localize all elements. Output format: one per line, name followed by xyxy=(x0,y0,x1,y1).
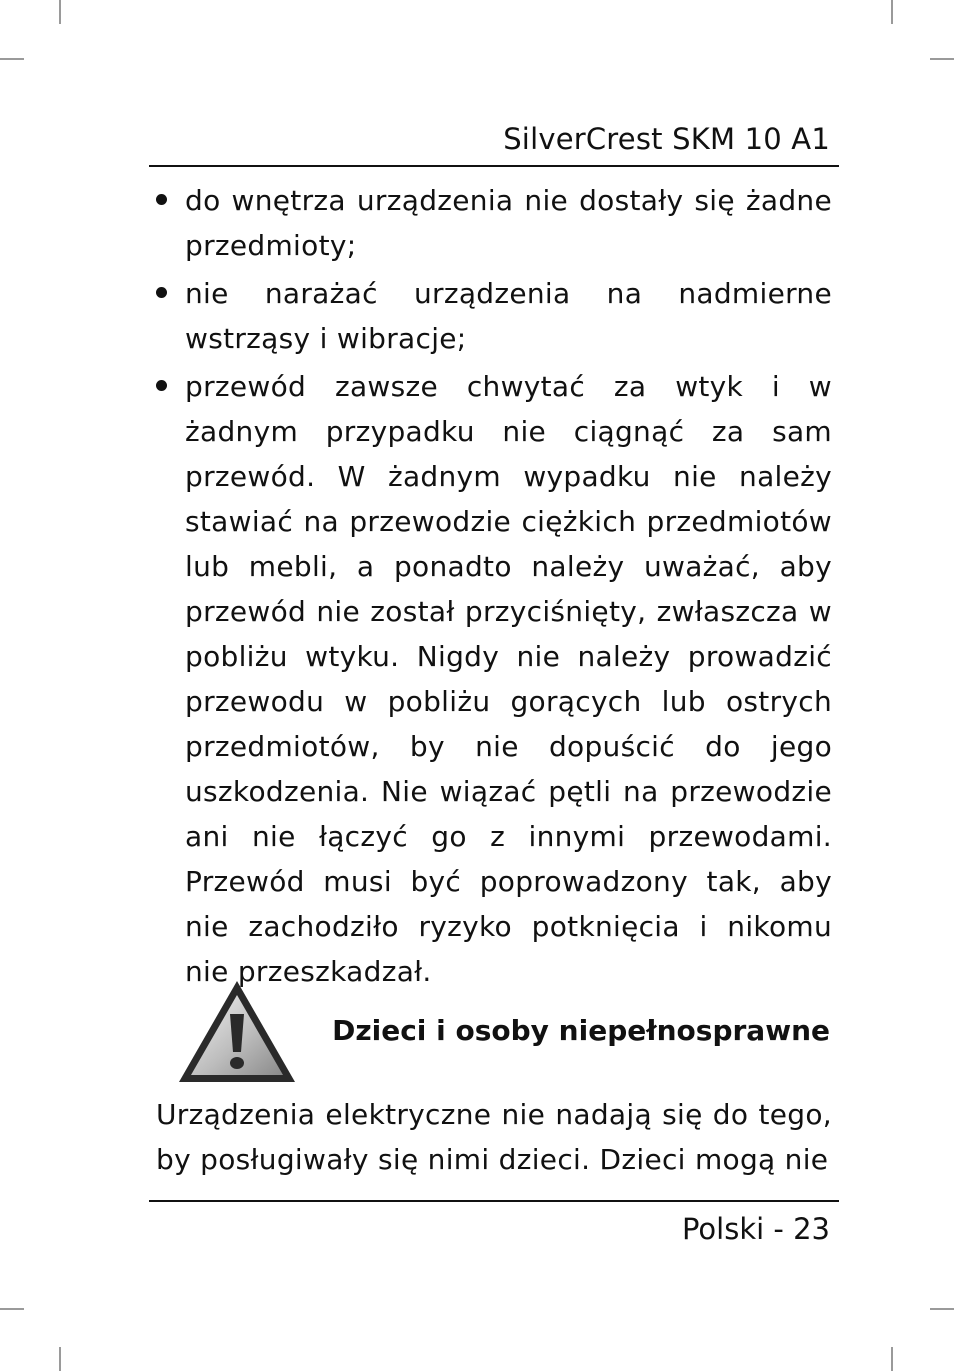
bullet-icon xyxy=(156,380,167,391)
list-item xyxy=(156,178,832,268)
bullet-icon xyxy=(156,194,167,205)
crop-mark-top-right xyxy=(891,0,893,24)
crop-mark-bottom-right xyxy=(891,1347,893,1371)
list-item xyxy=(156,364,832,994)
list-item-text: przewód zawsze chwytać za wtyk i w żadnym przypadku nie ciągnąć za sam przewód. W żadnym wypadku nie należy stawiać na przewodzie ciężkich przedmiotów lub mebli, a ponadto należy uważać, aby przewód nie został przyciśnięty, zwłaszcza w pobliżu wtyku. Nigdy nie należy prowadzić przewodu w pobliżu gorących lub ostrych przedmiotów, by nie dopuścić do jego uszkodzenia. Nie wiązać pętli na przewodzie ani nie łączyć go z innymi przewodami. Przewód musi być poprowadzony tak, aby nie zachodziło ryzyko potknięcia i nikomu nie przeszkadzał. xyxy=(185,370,832,988)
footer-rule xyxy=(149,1200,839,1202)
list-item xyxy=(156,271,832,361)
crop-mark-top-right-h xyxy=(930,58,954,60)
crop-mark-bottom-left-h xyxy=(0,1308,24,1310)
list-item-text: nie narażać urządzenia na nadmierne wstrząsy i wibracje; xyxy=(185,277,832,355)
crop-mark-top-left-h xyxy=(0,58,24,60)
section-heading: Dzieci i osoby niepełnosprawne xyxy=(332,1014,830,1047)
warning-triangle-icon xyxy=(176,978,298,1086)
page-number: Polski - 23 xyxy=(681,1212,830,1246)
bullet-icon xyxy=(156,287,167,298)
header-rule xyxy=(149,165,839,167)
crop-mark-top-left xyxy=(59,0,61,24)
list-item-text: do wnętrza urządzenia nie dostały się żadne przedmioty; xyxy=(185,184,832,262)
crop-mark-bottom-right-h xyxy=(930,1308,954,1310)
crop-mark-bottom-left xyxy=(59,1347,61,1371)
section-paragraph: Urządzenia elektryczne nie nadają się do tego, by posługiwały się nimi dzieci. Dzieci mogą nie xyxy=(156,1098,832,1176)
bullet-list xyxy=(156,178,832,997)
header-title: SilverCrest SKM 10 A1 xyxy=(503,122,830,156)
